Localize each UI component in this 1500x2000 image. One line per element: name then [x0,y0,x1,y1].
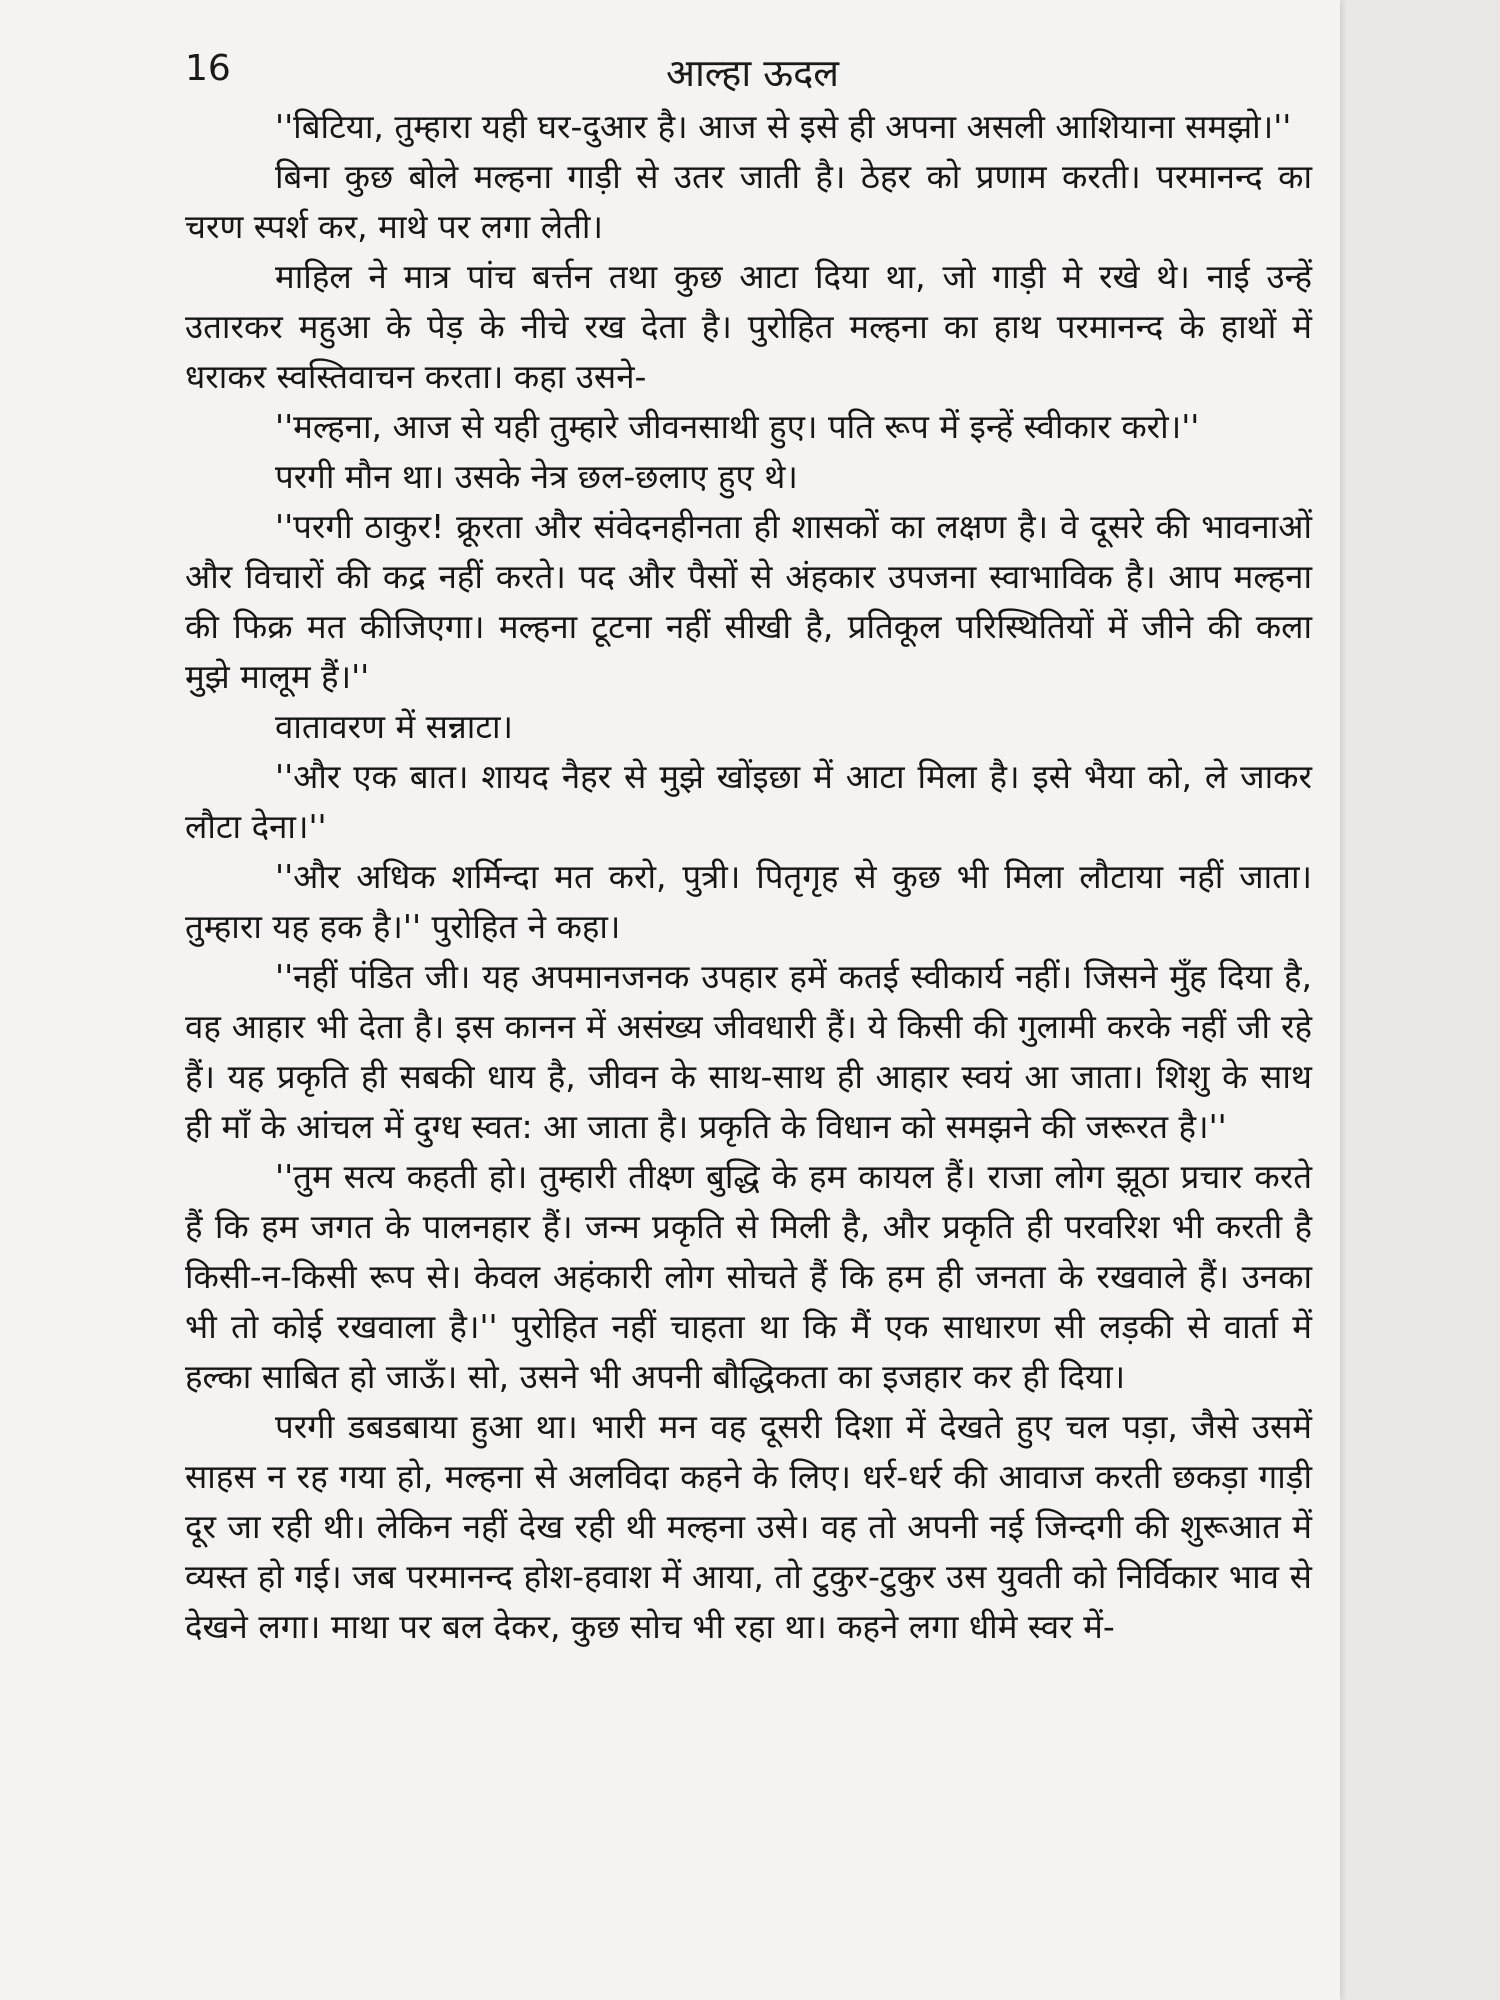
text-body [185,102,1312,1652]
page-number: 16 [185,48,231,89]
paragraph: ''परगी ठाकुर! क्रूरता और संवेदनहीनता ही शासकों का लक्षण है। वे दूसरे की भावनाओं और विचारों की कद्र नहीं करते। पद और पैसों से अंहकार उपजना स्वाभाविक है। आप मल्हना की फिक्र मत कीजिएगा। मल्हना टूटना नहीं सीखी है, प्रतिकूल परिस्थितियों में जीने की कला मुझे मालूम हैं।'' [185,507,1312,696]
paragraph: ''और अधिक शर्मिन्दा मत करो, पुत्री। पितृगृह से कुछ भी मिला लौटाया नहीं जाता। तुम्हारा यह हक है।'' पुरोहित ने कहा। [185,857,1312,946]
paragraph: ''बिटिया, तुम्हारा यही घर-दुआर है। आज से इसे ही अपना असली आशियाना समझो।'' [275,107,1292,146]
paragraph: माहिल ने मात्र पांच बर्त्तन तथा कुछ आटा दिया था, जो गाड़ी मे रखे थे। नाई उन्हें उतारकर महुआ के पेड़ के नीचे रख देता है। पुरोहित मल्हना का हाथ परमानन्द के हाथों में धराकर स्वस्तिवाचन करता। कहा उसने- [185,257,1312,396]
paragraph: ''और एक बात। शायद नैहर से मुझे खोंइछा में आटा मिला है। इसे भैया को, ले जाकर लौटा देना।'' [185,757,1312,846]
paragraph: ''तुम सत्य कहती हो। तुम्हारी तीक्ष्ण बुद्धि के हम कायल हैं। राजा लोग झूठा प्रचार करते हैं कि हम जगत के पालनहार हैं। जन्म प्रकृति से मिली है, और प्रकृति ही परवरिश भी करती है किसी-न-किसी रूप से। केवल अहंकारी लोग सोचते हैं कि हम ही जनता के रखवाले हैं। उनका भी तो कोई रखवाला है।'' पुरोहित नहीं चाहता था कि मैं एक साधारण सी लड़की से वार्ता में हल्का साबित हो जाऊँ। सो, उसने भी अपनी बौद्धिकता का इजहार कर ही दिया। [185,1157,1312,1396]
paragraph: बिना कुछ बोले मल्हना गाड़ी से उतर जाती है। ठेहर को प्रणाम करती। परमानन्द का चरण स्पर्श कर, माथे पर लगा लेती। [185,157,1312,246]
paragraph: वातावरण में सन्नाटा। [275,707,514,746]
paragraph: ''नहीं पंडित जी। यह अपमानजनक उपहार हमें कतई स्वीकार्य नहीं। जिसने मुँह दिया है, वह आहार भी देता है। इस कानन में असंख्य जीवधारी हैं। ये किसी की गुलामी करके नहीं जी रहे हैं। यह प्रकृति ही सबकी धाय है, जीवन के साथ-साथ ही आहार स्वयं आ जाता। शिशु के साथ ही माँ के आंचल में दुग्ध स्वत: आ जाता है। प्रकृति के विधान को समझने की जरूरत है।'' [185,957,1312,1146]
paragraph: परगी डबडबाया हुआ था। भारी मन वह दूसरी दिशा में देखते हुए चल पड़ा, जैसे उसमें साहस न रह गया हो, मल्हना से अलविदा कहने के लिए। धर्र-धर्र की आवाज करती छकड़ा गाड़ी दूर जा रही थी। लेकिन नहीं देख रही थी मल्हना उसे। वह तो अपनी नई जिन्दगी की शुरूआत में व्यस्त हो गई। जब परमानन्द होश-हवाश में आया, तो टुकुर-टुकुर उस युवती को निर्विकार भाव से देखने लगा। माथा पर बल देकर, कुछ सोच भी रहा था। कहने लगा धीमे स्वर में- [185,1407,1312,1646]
paragraph: ''मल्हना, आज से यही तुम्हारे जीवनसाथी हुए। पति रूप में इन्हें स्वीकार करो।'' [275,407,1200,446]
running-title: आल्हा ऊदल [665,51,840,95]
page-header [185,40,1320,100]
paragraph: परगी मौन था। उसके नेत्र छल-छलाए हुए थे। [275,457,798,496]
